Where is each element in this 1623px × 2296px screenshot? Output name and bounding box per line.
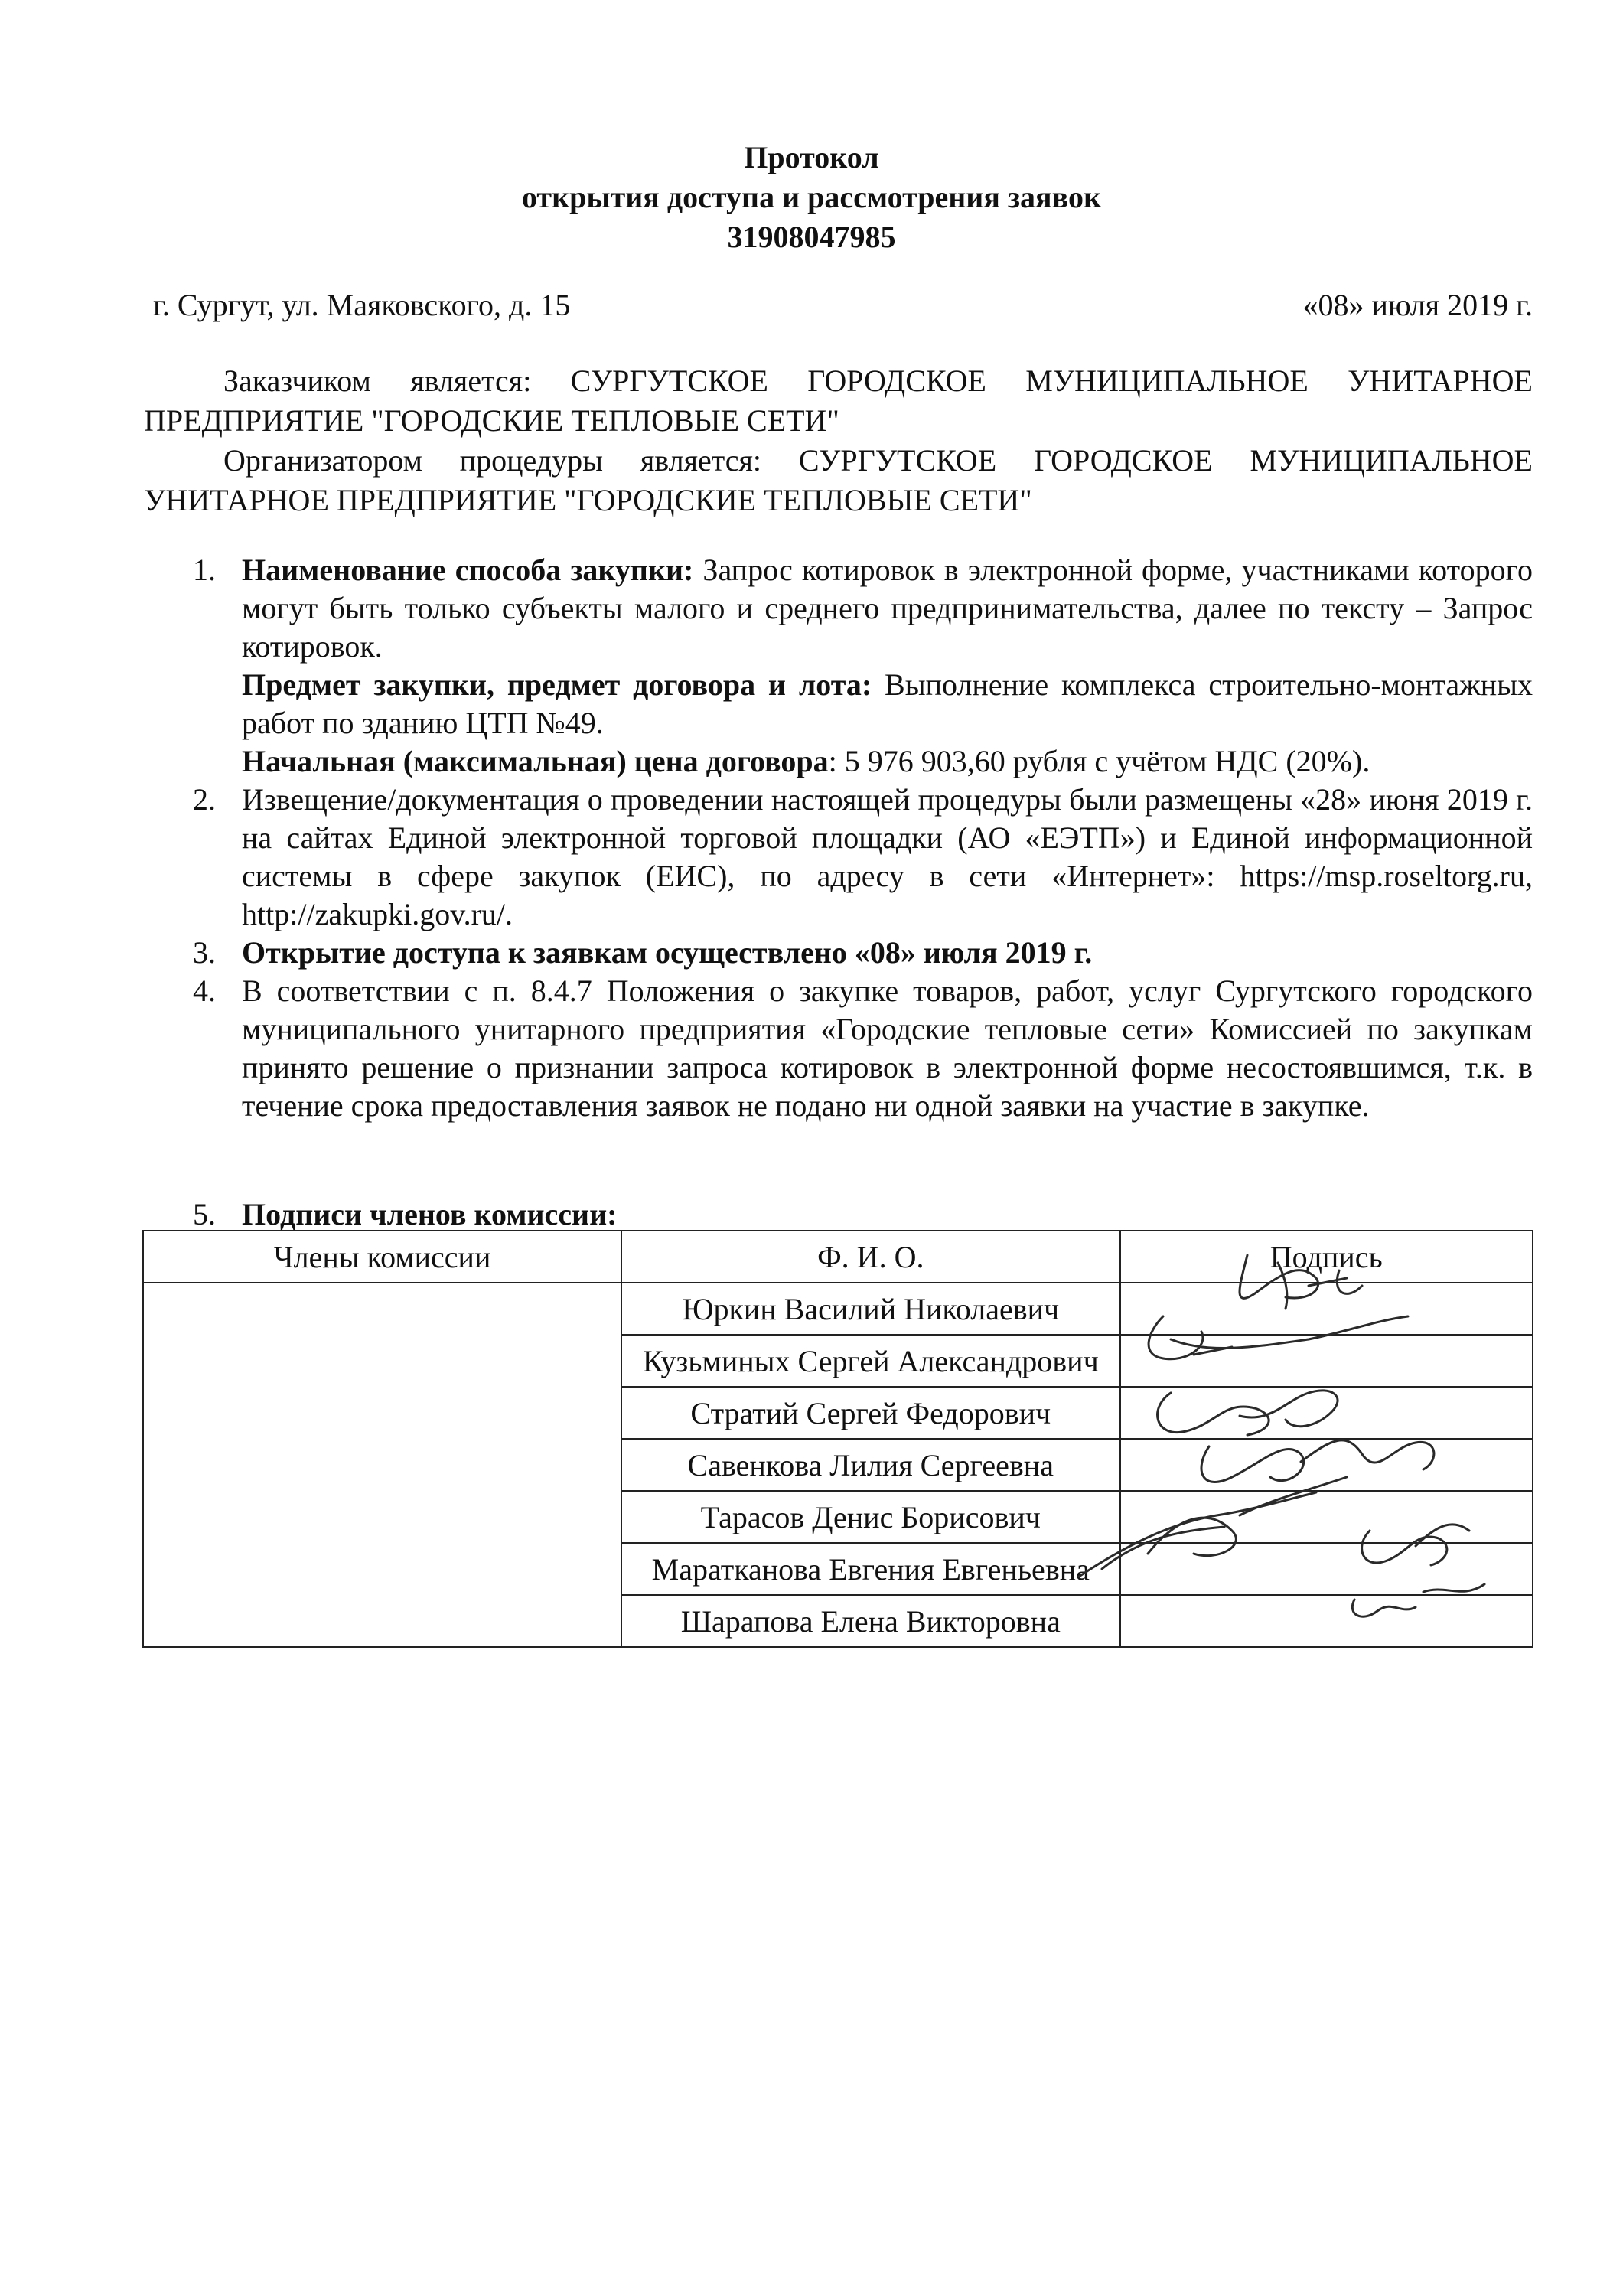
list-item-2 [144,781,1533,934]
signatures-heading: Подписи членов комиссии: [242,1197,618,1231]
header-signature: Подпись [1120,1231,1533,1283]
procurement-method [242,551,1533,666]
member-name: Стратий Сергей Федорович [621,1387,1120,1439]
procurement-subject [242,666,1533,742]
member-name: Савенкова Лилия Сергеевна [621,1439,1120,1491]
table-row [143,1283,1533,1335]
member-name: Юркин Василий Николаевич [621,1283,1120,1335]
subject-label: Предмет закупки, предмет договора и лота: [242,667,872,702]
opening-text: Открытие доступа к заявкам осуществлено «08» июля 2019 г. [242,935,1093,970]
item-number: 1. [193,553,216,587]
protocol-list [144,551,1533,1125]
signature-cell [1120,1439,1533,1491]
item-number: 4. [193,974,216,1008]
members-cell [143,1283,621,1647]
member-name: Маратканова Евгения Евгеньевна [621,1543,1120,1595]
item-number: 3. [193,935,216,970]
contract-price [242,742,1533,781]
decision-text: В соответствии с п. 8.4.7 Положения о закупке товаров, работ, услуг Сургутского городского муниципального унитарного предприятия «Городские тепловые сети» Комиссией по закупкам принято решение о признании запроса котировок в электронной форме несостоявшимся, т.к. в течение срока предоставления заявок не подано ни одной заявки на участие в закупке. [242,974,1533,1123]
signature-cell [1120,1595,1533,1647]
place: г. Сургут, ул. Маяковского, д. 15 [153,288,571,322]
customer-paragraph: Заказчиком является: СУРГУТСКОЕ ГОРОДСКОЕ МУНИЦИПАЛЬНОЕ УНИТАРНОЕ ПРЕДПРИЯТИЕ "ГОРОДСКИЕ ТЕПЛОВЫЕ СЕТИ" [144,364,1533,438]
list-item-3 [144,934,1533,972]
date: «08» июля 2019 г. [1302,288,1533,322]
member-name: Тарасов Денис Борисович [621,1491,1120,1543]
member-name: Шарапова Елена Викторовна [621,1595,1120,1647]
price-label: Начальная (максимальная) цена договора [242,744,829,778]
item-number: 2. [193,782,216,817]
member-name: Кузьминых Сергей Александрович [621,1335,1120,1387]
table-header-row [143,1231,1533,1283]
signature-cell [1120,1491,1533,1543]
signature-cell [1120,1283,1533,1335]
signature-cell [1120,1387,1533,1439]
notice-text: Извещение/документация о проведении настоящей процедуры были размещены «28» июня 2019 г. на сайтах Единой электронной торговой площадки (АО «ЕЭТП») и Единой информационной системы в сфере закупок (ЕИС), по адресу в сети «Интернет»: https://msp.roseltorg.ru, http://zakupki.gov.ru/. [242,782,1533,931]
method-label: Наименование способа закупки: [242,553,694,587]
protocol-number: 31908047985 [727,220,896,254]
protocol-subtitle: открытия доступа и рассмотрения заявок [521,180,1102,214]
price-text: : 5 976 903,60 рубля с учётом НДС (20%). [828,744,1370,778]
header-full-name: Ф. И. О. [621,1231,1120,1283]
signature-cell [1120,1335,1533,1387]
list-item-5 [144,1195,1533,1234]
signatures-table [142,1230,1533,1648]
organizer-paragraph: Организатором процедуры является: СУРГУТСКОЕ ГОРОДСКОЕ МУНИЦИПАЛЬНОЕ УНИТАРНОЕ ПРЕДПРИЯТИЕ "ГОРОДСКИЕ ТЕПЛОВЫЕ СЕТИ" [144,443,1533,517]
list-item-4 [144,972,1533,1125]
protocol-title: Протокол [744,140,879,174]
signature-cell [1120,1543,1533,1595]
method-text: Запрос котировок в электронной форме, участниками которого могут быть только субъекты малого и среднего предпринимательства, далее по тексту – Запрос котировок. [242,553,1533,664]
list-item-1 [144,551,1533,781]
subject-text: Выполнение комплекса строительно-монтажных работ по зданию ЦТП №49. [242,667,1533,740]
item-number: 5. [193,1197,216,1231]
header-members: Члены комиссии [143,1231,621,1283]
